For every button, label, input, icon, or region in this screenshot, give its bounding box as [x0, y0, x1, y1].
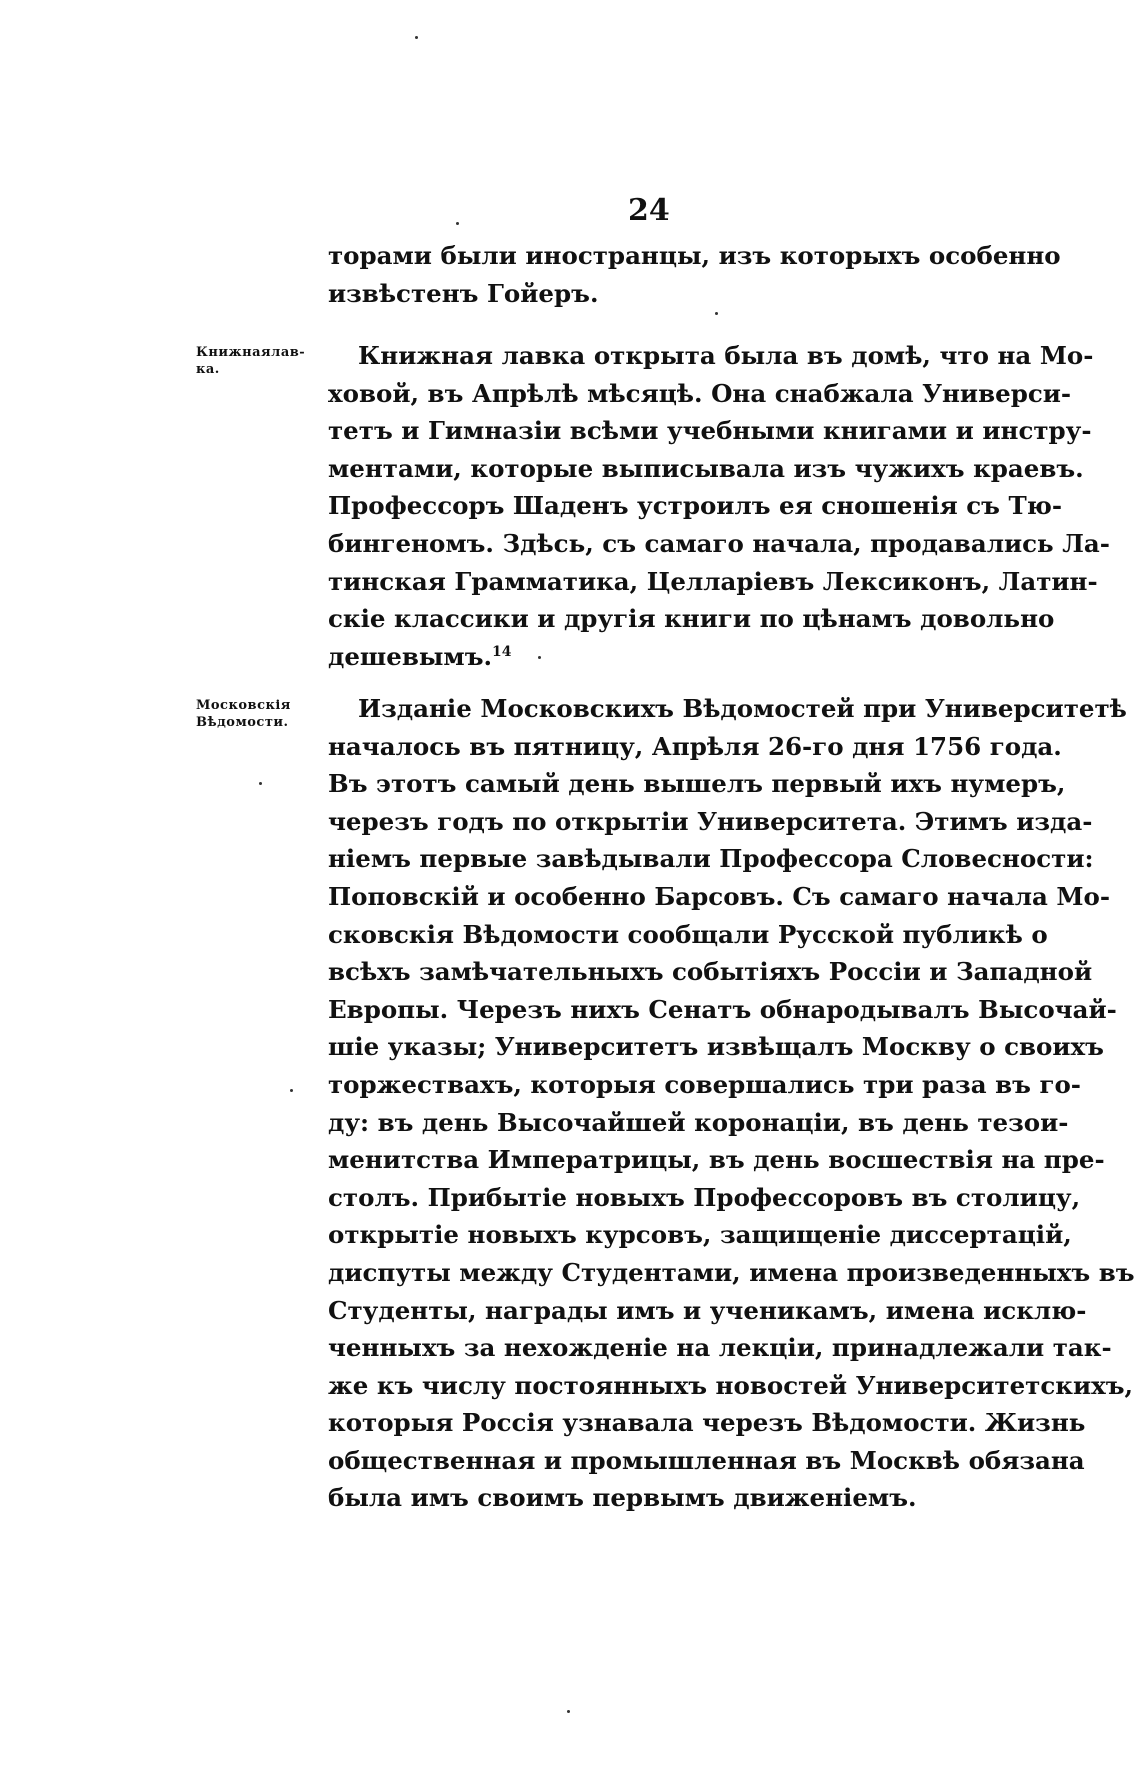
text-line: же къ числу постоянныхъ новостей Университетскихъ, [328, 1370, 1134, 1400]
scan-speck [456, 222, 459, 225]
text-line: Поповскій и особенно Барсовъ. Съ самаго начала Мо- [328, 881, 1111, 911]
text-line: была имъ своимъ первымъ движеніемъ. [328, 1483, 917, 1513]
text-line: Студенты, награды имъ и ученикамъ, имена исклю- [328, 1295, 1087, 1325]
text-line: тинская Грамматика, Целларіевъ Лексиконъ, Латин- [328, 566, 1098, 596]
text-line: Европы. Черезъ нихъ Сенатъ обнародывалъ Высочай- [328, 994, 1117, 1024]
scan-speck [259, 782, 262, 785]
text-line: извѣстенъ Гойеръ. [328, 278, 599, 308]
text-line: ховой, въ Апрѣлѣ мѣсяцѣ. Она снабжала Универси- [328, 378, 1072, 408]
text-line-content: дешевымъ. [328, 641, 493, 671]
footnote-reference[interactable]: 14 [492, 643, 512, 660]
text-line: менитства Императрицы, въ день восшествія на пре- [328, 1145, 1105, 1175]
margin-note-line: ка. [196, 362, 220, 377]
scan-speck [715, 312, 718, 315]
margin-note-line: Книжнаялав- [196, 345, 306, 360]
text-line: черезъ годъ по открытіи Университета. Этимъ изда- [328, 806, 1093, 836]
text-line: открытіе новыхъ курсовъ, защищеніе диссертацій, [328, 1220, 1072, 1250]
text-line: торжествахъ, которыя совершались три раза въ го- [328, 1069, 1081, 1099]
margin-note-bookshop [196, 344, 308, 378]
text-line: Изданіе Московскихъ Вѣдомостей при Университетѣ [358, 694, 1127, 723]
scan-speck [567, 1710, 570, 1713]
text-line: диспуты между Студентами, имена произведенныхъ въ [328, 1257, 1135, 1287]
paragraph-continuation [328, 237, 1061, 312]
text-line-last [328, 638, 1002, 676]
margin-note-line: Московскія [196, 698, 291, 713]
scan-speck [290, 1089, 293, 1092]
text-line: ніемъ первые завѣдывали Профессора Словесности: [328, 844, 1094, 874]
text-line: всѣхъ замѣчательныхъ событіяхъ Россіи и Западной [328, 957, 1093, 987]
text-line: началось въ пятницу, Апрѣля 26-го дня 1756 года. [328, 731, 1062, 761]
text-line: ченныхъ за нехожденіе на лекціи, принадлежали так- [328, 1333, 1112, 1363]
text-line: столъ. Прибытіе новыхъ Профессоровъ въ столицу, [328, 1182, 1081, 1212]
margin-note-vedomosti [196, 697, 308, 731]
text-line: ду: въ день Высочайшей коронаціи, въ день тезои- [328, 1107, 1069, 1137]
text-line: сковскія Вѣдомости сообщали Русской публикѣ о [328, 919, 1048, 949]
text-line: Профессоръ Шаденъ устроилъ ея сношенія съ Тю- [328, 491, 1063, 521]
text-line: скіе классики и другія книги по цѣнамъ довольно [328, 604, 1055, 634]
text-line: торами были иностранцы, изъ которыхъ особенно [328, 241, 1061, 270]
margin-note-line: Вѣдомости. [196, 715, 289, 730]
text-line: которыя Россія узнавала черезъ Вѣдомости. Жизнь [328, 1408, 1086, 1438]
paragraph-bookshop [328, 337, 1110, 675]
scan-speck [538, 656, 541, 659]
text-line: бингеномъ. Здѣсь, съ самаго начала, продавались Ла- [328, 528, 1110, 558]
text-line: шіе указы; Университетъ извѣщалъ Москву о своихъ [328, 1032, 1104, 1062]
text-line: Въ этотъ самый день вышелъ первый ихъ нумеръ, [328, 769, 1066, 799]
page-number: 24 [628, 193, 670, 228]
scan-speck [415, 36, 418, 39]
text-line: общественная и промышленная въ Москвѣ обязана [328, 1445, 1085, 1475]
text-line: ментами, которые выписывала изъ чужихъ краевъ. [328, 453, 1084, 483]
paragraph-vedomosti [328, 690, 1135, 1517]
text-line: Книжная лавка открыта была въ домѣ, что на Мо- [358, 341, 1094, 370]
text-line: тетъ и Гимназіи всѣми учебными книгами и инстру- [328, 416, 1092, 446]
